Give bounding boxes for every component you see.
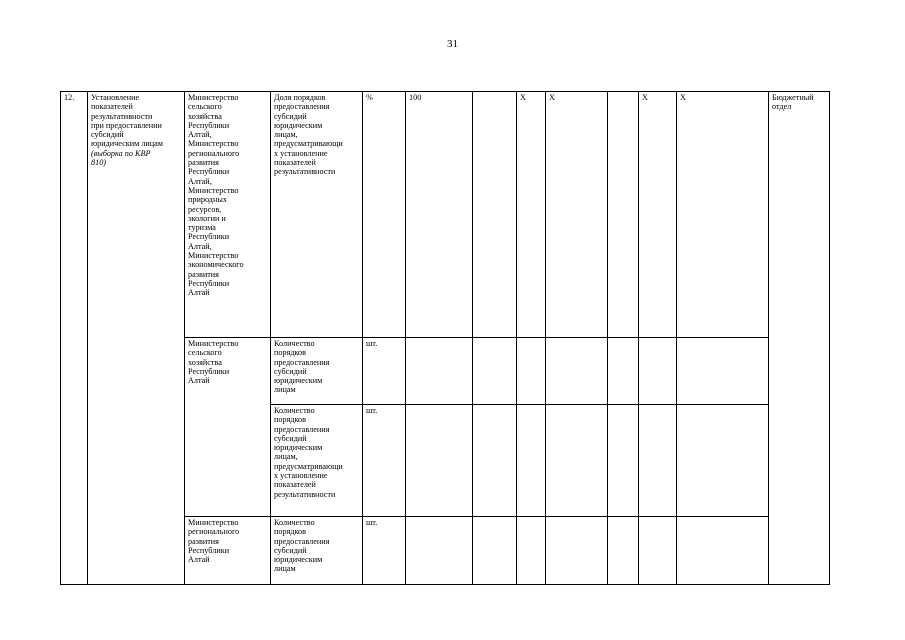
indicator-name: Количество порядков предоставления субсидий юридическим лицам, предусматривающи х установление показателей результативности	[271, 405, 363, 517]
indicator-value	[677, 517, 769, 585]
event-cell	[88, 92, 185, 585]
row-number: 12.	[61, 92, 88, 585]
indicator-value	[546, 338, 608, 405]
indicator-unit: %	[363, 92, 406, 338]
indicator-value: X	[546, 92, 608, 338]
indicator-value: X	[677, 92, 769, 338]
indicator-value	[473, 92, 517, 338]
indicator-value	[473, 517, 517, 585]
indicator-value: X	[639, 92, 677, 338]
table-row	[61, 92, 830, 338]
indicator-value	[546, 405, 608, 517]
indicator-value	[517, 517, 546, 585]
indicator-base	[406, 405, 473, 517]
indicator-value	[608, 517, 639, 585]
executor: Министерство регионального развития Республики Алтай	[185, 517, 271, 585]
indicator-name: Доля порядков предоставления субсидий юридическим лицам, предусматривающи х установление показателей результативности	[271, 92, 363, 338]
page-number: 31	[447, 38, 458, 50]
event-note: (выборка по КВР 810)	[91, 148, 151, 168]
event-name: Установление показателей результативности при предоставлении субсидий юридическим лицам	[91, 93, 163, 149]
indicator-unit: шт.	[363, 405, 406, 517]
executor: Министерство сельского хозяйства Республики Алтай, Министерство регионального развития Республики Алтай, Министерство природных ресурсов, экологии и туризма Республики Алтай, Министерство экономического развития Республики Алтай	[185, 92, 271, 338]
executor: Министерство сельского хозяйства Республики Алтай	[185, 338, 271, 517]
indicator-unit: шт.	[363, 338, 406, 405]
indicator-value	[517, 338, 546, 405]
indicator-value: X	[517, 92, 546, 338]
indicator-value	[473, 405, 517, 517]
measures-table	[60, 91, 830, 585]
indicator-base	[406, 338, 473, 405]
indicator-value	[546, 517, 608, 585]
indicator-value	[608, 92, 639, 338]
indicator-value	[677, 405, 769, 517]
indicator-base: 100	[406, 92, 473, 338]
indicator-value	[639, 338, 677, 405]
indicator-unit: шт.	[363, 517, 406, 585]
indicator-value	[608, 405, 639, 517]
indicator-value	[517, 405, 546, 517]
indicator-base	[406, 517, 473, 585]
indicator-value	[639, 517, 677, 585]
indicator-name: Количество порядков предоставления субсидий юридическим лицам	[271, 338, 363, 405]
indicator-name: Количество порядков предоставления субсидий юридическим лицам	[271, 517, 363, 585]
indicator-value	[639, 405, 677, 517]
indicator-value	[677, 338, 769, 405]
indicator-value	[473, 338, 517, 405]
responsible-unit: Бюджетный отдел	[769, 92, 830, 585]
indicator-value	[608, 338, 639, 405]
